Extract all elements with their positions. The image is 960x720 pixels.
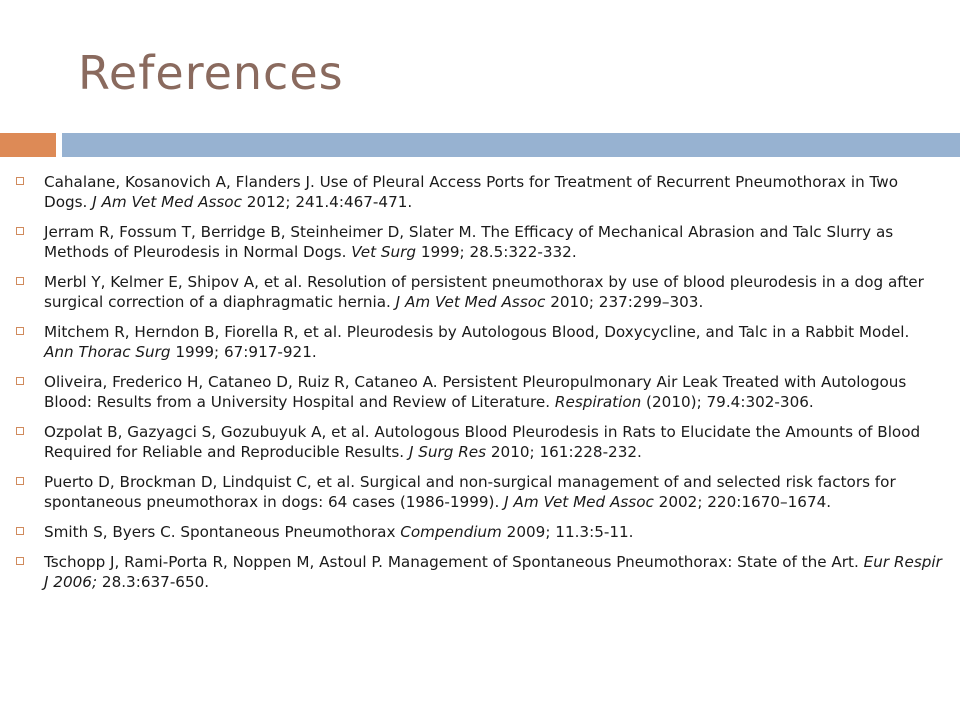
reference-item xyxy=(0,552,960,592)
accent-bar-orange xyxy=(0,133,56,157)
reference-citation: (2010); 79.4:302-306. xyxy=(641,393,814,411)
reference-list xyxy=(0,172,960,602)
reference-citation: 2010; 161:228-232. xyxy=(486,443,642,461)
reference-item xyxy=(0,222,960,262)
reference-citation: 28.3:637-650. xyxy=(97,573,210,591)
reference-item xyxy=(0,272,960,312)
journal-name: Vet Surg xyxy=(351,243,417,261)
reference-item xyxy=(0,372,960,412)
journal-name: J Am Vet Med Assoc xyxy=(395,293,546,311)
square-bullet-icon xyxy=(16,327,24,335)
accent-bar-blue xyxy=(62,133,960,157)
reference-text: Oliveira, Frederico H, Cataneo D, Ruiz R, Cataneo A. Persistent Pleuropulmonary Air Leak Treated with Autologous Blood: Results from a University Hospital and Review of Literature. xyxy=(44,373,907,411)
square-bullet-icon xyxy=(16,527,24,535)
reference-text: Ozpolat B, Gazyagci S, Gozubuyuk A, et al. Autologous Blood Pleurodesis in Rats to Elucidate the Amounts of Blood Required for Reliable and Reproducible Results. xyxy=(44,423,921,461)
journal-name: J Am Vet Med Assoc xyxy=(92,193,242,211)
journal-name: J Surg Res xyxy=(408,443,487,461)
reference-text: Merbl Y, Kelmer E, Shipov A, et al. Resolution of persistent pneumothorax by use of blood pleurodesis in a dog after surgical correction of a diaphragmatic hernia. xyxy=(44,273,924,311)
reference-item xyxy=(0,172,960,212)
slide-title: References xyxy=(78,46,344,100)
journal-name: Ann Thorac Surg xyxy=(44,343,171,361)
square-bullet-icon xyxy=(16,427,24,435)
reference-text: Mitchem R, Herndon B, Fiorella R, et al. Pleurodesis by Autologous Blood, Doxycycline, and Talc in a Rabbit Model. xyxy=(44,323,910,341)
reference-item xyxy=(0,422,960,462)
reference-text: Tschopp J, Rami-Porta R, Noppen M, Astoul P. Management of Spontaneous Pneumothorax: State of the Art. xyxy=(44,553,864,571)
square-bullet-icon xyxy=(16,377,24,385)
reference-text: Jerram R, Fossum T, Berridge B, Steinheimer D, Slater M. The Efficacy of Mechanical Abrasion and Talc Slurry as Methods of Pleurodesis in Normal Dogs. xyxy=(44,223,894,261)
reference-text: Puerto D, Brockman D, Lindquist C, et al. Surgical and non-surgical management of and selected risk factors for spontaneous pneumothorax in dogs: 64 cases (1986-1999). xyxy=(44,473,896,511)
reference-citation: 2012; 241.4:467-471. xyxy=(241,193,413,211)
reference-text: Smith S, Byers C. Spontaneous Pneumothorax xyxy=(44,523,401,541)
reference-text: Cahalane, Kosanovich A, Flanders J. Use of Pleural Access Ports for Treatment of Recurrent Pneumothorax in Two Dogs. xyxy=(44,173,899,211)
reference-item xyxy=(0,472,960,512)
reference-citation: 1999; 67:917-921. xyxy=(170,343,317,361)
reference-citation: 2010; 237:299–303. xyxy=(545,293,704,311)
reference-citation: 2002; 220:1670–1674. xyxy=(653,493,832,511)
journal-name: Eur Respir J 2006; xyxy=(44,553,942,591)
square-bullet-icon xyxy=(16,277,24,285)
journal-name: Respiration xyxy=(554,393,642,411)
journal-name: J Am Vet Med Assoc xyxy=(504,493,654,511)
reference-citation: 2009; 11.3:5-11. xyxy=(501,523,634,541)
reference-item xyxy=(0,322,960,362)
reference-citation: 1999; 28.5:322-332. xyxy=(416,243,577,261)
square-bullet-icon xyxy=(16,177,24,185)
reference-item xyxy=(0,522,960,542)
journal-name: Compendium xyxy=(400,523,502,541)
square-bullet-icon xyxy=(16,227,24,235)
square-bullet-icon xyxy=(16,477,24,485)
square-bullet-icon xyxy=(16,557,24,565)
